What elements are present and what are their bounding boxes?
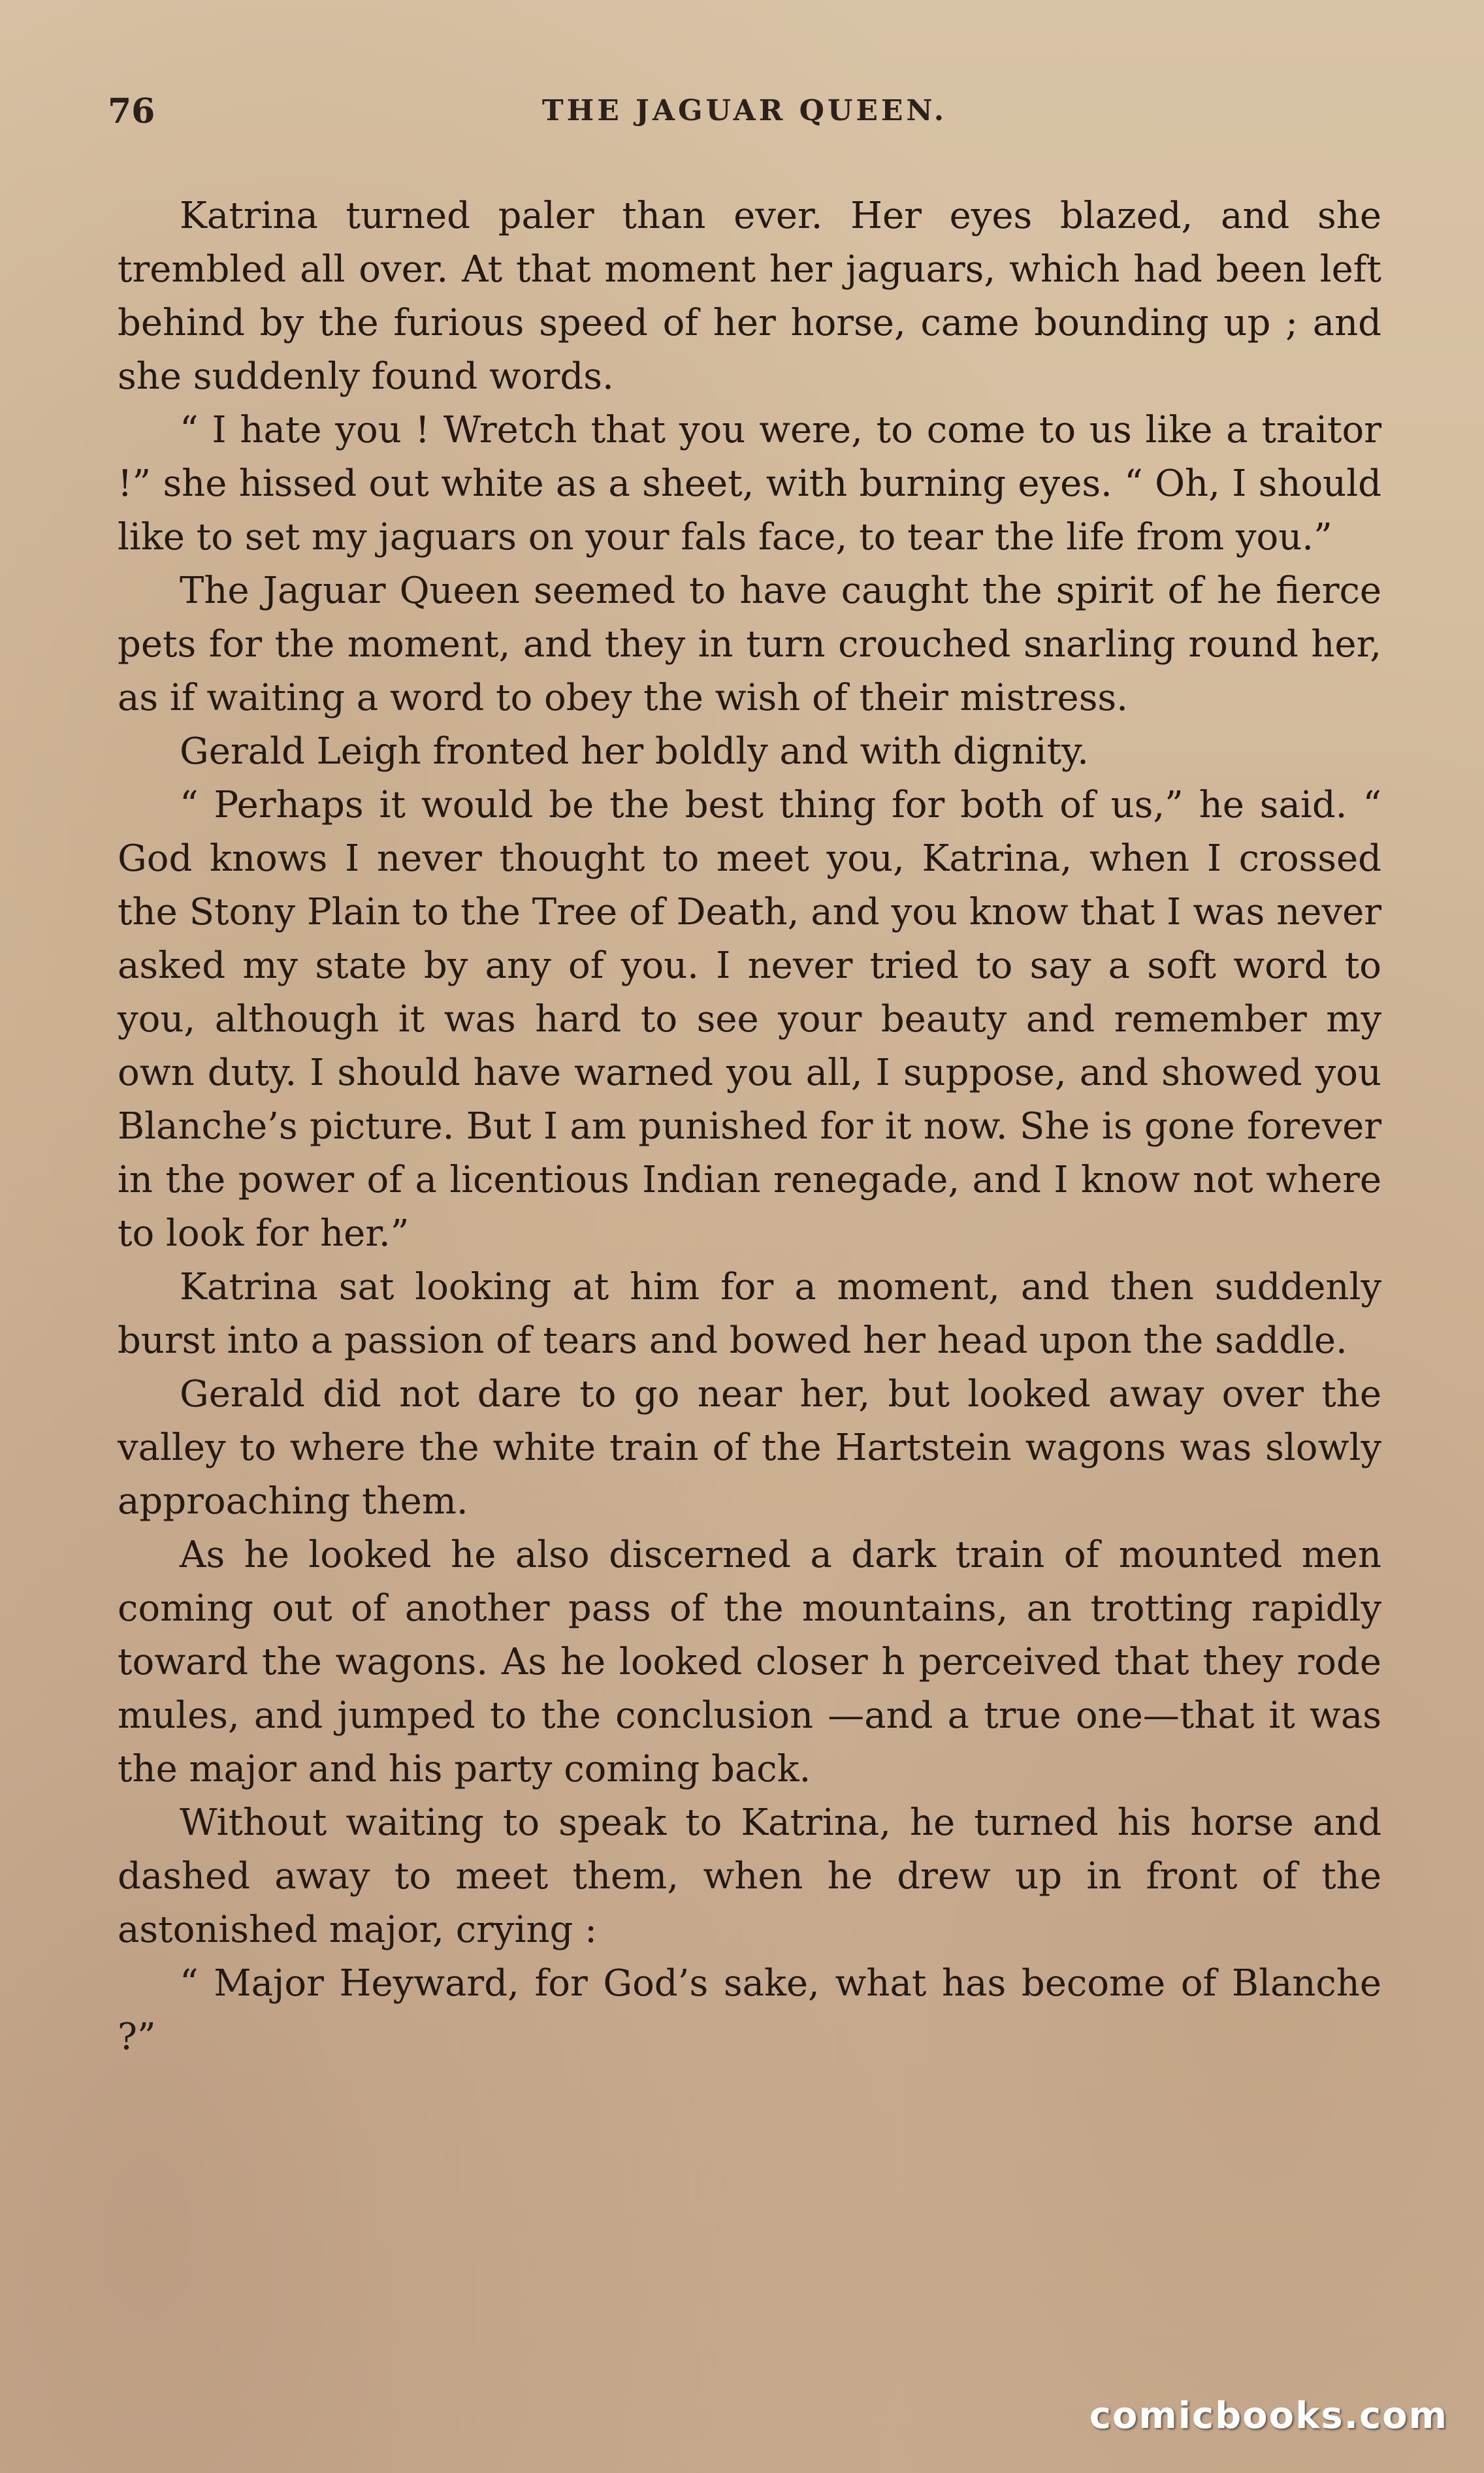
paragraph: The Jaguar Queen seemed to have caught the spirit of he fierce pets for the moment, and they in turn crouched snarling round her, as if waiting a word to obey the wish of their mistress. bbox=[118, 570, 1381, 719]
page-header bbox=[108, 91, 1381, 137]
page-number: 76 bbox=[108, 91, 155, 131]
paragraph: “ I hate you ! Wretch that you were, to come to us like a traitor !” she hissed out white as a sheet, with burning eyes. “ Oh, I should like to set my jaguars on your fals face, to tear the life from you.” bbox=[118, 409, 1381, 558]
paragraph: “ Perhaps it would be the best thing for both of us,” he said. “ God knows I never thought to meet you, Katrina, when I crossed the Stony Plain to the Tree of Death, and you know that I was never asked my state by any of you. I never tried to say a soft word to you, although it was hard to see your beauty and remember my own duty. I should have warned you all, I suppose, and showed you Blanche’s picture. But I am punished for it now. She is gone forever in the power of a licentious Indian renegade, and I know not where to look for her.” bbox=[118, 784, 1381, 1255]
running-title: THE JAGUAR QUEEN. bbox=[541, 94, 948, 127]
site-watermark: comicbooks.com bbox=[1089, 2395, 1448, 2437]
paragraph: Katrina sat looking at him for a moment, and then suddenly burst into a passion of tears and bowed her head upon the saddle. bbox=[118, 1266, 1381, 1362]
paragraph: Gerald did not dare to go near her, but looked away over the valley to where the white train of the Hartstein wagons was slowly approaching them. bbox=[118, 1373, 1381, 1523]
paragraph: Katrina turned paler than ever. Her eyes blazed, and she trembled all over. At that moment her jaguars, which had been left behind by the furious speed of her horse, came bounding up ; and she suddenly found words. bbox=[118, 195, 1381, 398]
paragraph: “ Major Heyward, for God’s sake, what has become of Blanche ?” bbox=[118, 1962, 1381, 2058]
body-text bbox=[118, 189, 1381, 2064]
paragraph: Gerald Leigh fronted her boldly and with dignity. bbox=[180, 730, 1089, 773]
paragraph: As he looked he also discerned a dark train of mounted men coming out of another pass of the mountains, an trotting rapidly toward the wagons. As he looked closer h perceived that they rode mules, and jumped to the conclusion —and a true one—that it was the major and his party coming back. bbox=[118, 1534, 1381, 1790]
paragraph: Without waiting to speak to Katrina, he turned his horse and dashed away to meet them, when he drew up in front of the astonished major, crying : bbox=[118, 1802, 1381, 1951]
